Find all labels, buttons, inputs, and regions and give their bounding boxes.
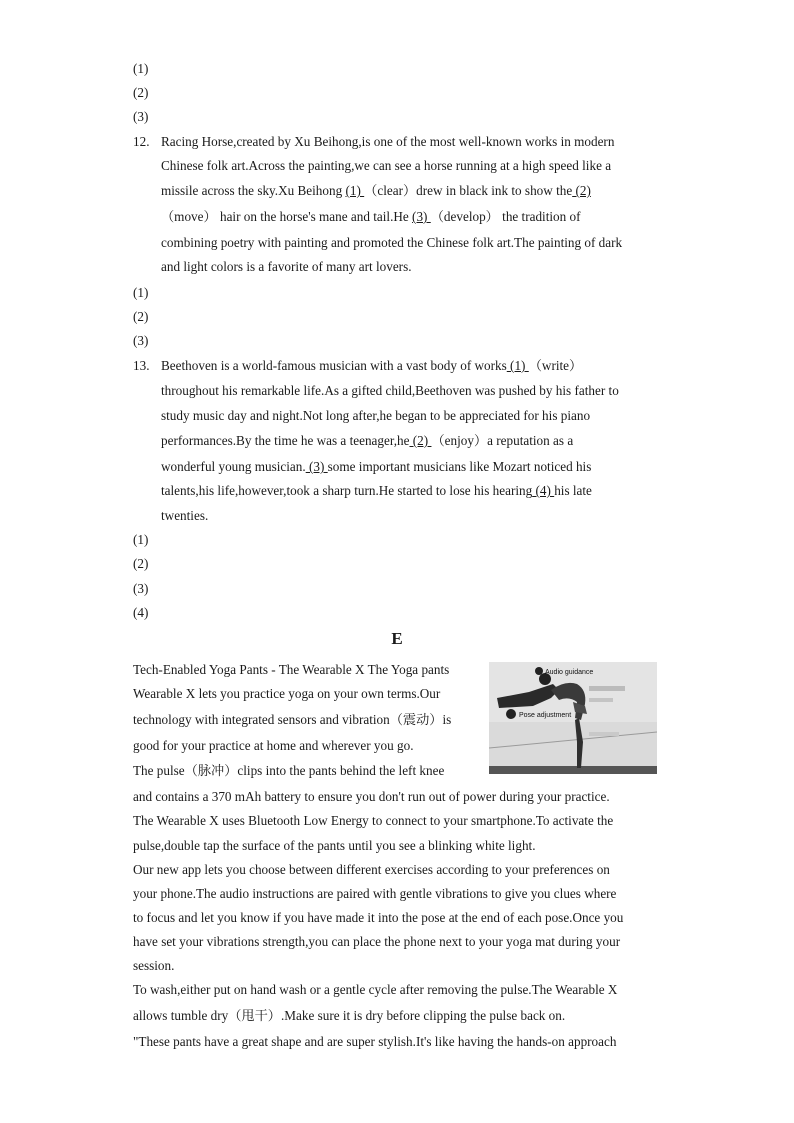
passage-line: allows tumble dry（甩干）.Make sure it is dry before clipping the pulse back on.	[133, 1008, 566, 1023]
q12-line: and light colors is a favorite of many art lovers.	[161, 259, 412, 274]
q13-line	[161, 432, 573, 450]
q13-text: his late	[554, 483, 592, 498]
q12-number: 12.	[133, 134, 150, 149]
q12-text: （move） hair on the horse's mane and tail.He	[161, 209, 413, 224]
pose-adjustment-label: Pose adjustment	[519, 712, 572, 719]
q12-line	[161, 182, 591, 200]
passage-line: pulse,double tap the surface of the pants until you see a blinking white light.	[133, 838, 536, 853]
passage-line: have set your vibrations strength,you can place the phone next to your yoga mat during your	[133, 934, 621, 949]
passage-line: The pulse（脉冲）clips into the pants behind the left knee	[133, 763, 445, 778]
q12-blank-3: (3)	[133, 333, 149, 348]
q13-line	[161, 458, 591, 476]
q12-line	[161, 208, 581, 226]
passage-line: Wearable X lets you practice yoga on your own terms.Our	[133, 686, 441, 701]
q11-blank-2: (2)	[133, 85, 149, 100]
passage-line: and contains a 370 mAh battery to ensure you don't run out of power during your practice.	[133, 789, 610, 804]
q13-text: performances.By the time he was a teenager,he	[161, 433, 410, 448]
q13-text: （enjoy）a reputation as a	[431, 433, 574, 448]
q13-line: throughout his remarkable life.As a gifted child,Beethoven was pushed by his father to	[161, 383, 619, 398]
q13-text: wonderful young musician.	[161, 459, 306, 474]
q13-line	[161, 357, 582, 375]
q12-line: combining poetry with painting and promoted the Chinese folk art.The painting of dark	[161, 235, 623, 250]
q12-text: （clear）drew in black ink to show the	[364, 183, 573, 198]
q11-blank-3: (3)	[133, 109, 149, 124]
q13-text: some important musicians like Mozart noticed his	[327, 459, 592, 474]
audio-guidance-label: Audio guidance	[545, 669, 594, 676]
q12-text: missile across the sky.Xu Beihong	[161, 183, 346, 198]
q13-blank-1: (1)	[133, 532, 149, 547]
passage-line: Our new app lets you choose between different exercises according to your preferences on	[133, 862, 610, 877]
q12-line: Racing Horse,created by Xu Beihong,is one of the most well-known works in modern	[161, 134, 615, 149]
q13-line: study music day and night.Not long after,he began to be appreciated for his piano	[161, 408, 591, 423]
q12-blank-1: (1)	[133, 285, 149, 300]
q13-blank-1-marker: (1)	[506, 358, 529, 373]
passage-line: The Wearable X uses Bluetooth Low Energy to connect to your smartphone.To activate the	[133, 813, 614, 828]
passage-line: technology with integrated sensors and vibration（震动）is	[133, 712, 452, 727]
q12-text: （develop） the tradition of	[430, 209, 581, 224]
passage-line: your phone.The audio instructions are paired with gentle vibrations to give you clues where	[133, 886, 617, 901]
q13-line	[161, 482, 592, 500]
passage-line: good for your practice at home and wherever you go.	[133, 738, 414, 753]
passage-line: Tech-Enabled Yoga Pants - The Wearable X The Yoga pants	[133, 662, 450, 677]
q13-line: twenties.	[161, 508, 209, 523]
passage-line: to focus and let you know if you have made it into the pose at the end of each pose.Once you	[133, 910, 624, 925]
section-title: E	[391, 629, 403, 648]
q12-blank-2: (2)	[133, 309, 149, 324]
q12-blank-3-marker: (3)	[412, 209, 431, 224]
q12-blank-2-marker: (2)	[572, 183, 591, 198]
q13-blank-2: (2)	[133, 556, 149, 571]
q13-text: talents,his life,however,took a sharp turn.He started to lose his hearing	[161, 483, 533, 498]
passage-line: "These pants have a great shape and are super stylish.It's like having the hands-on approach	[133, 1034, 617, 1049]
q13-text: （write）	[528, 358, 583, 373]
q13-blank-2-marker: (2)	[409, 433, 432, 448]
q13-blank-3-marker: (3)	[305, 459, 328, 474]
yoga-photo-graphic	[489, 662, 657, 774]
passage-line: session.	[133, 958, 175, 973]
q13-blank-4: (4)	[133, 605, 149, 620]
passage-line: To wash,either put on hand wash or a gentle cycle after removing the pulse.The Wearable X	[133, 982, 618, 997]
q13-blank-4-marker: (4)	[532, 483, 555, 498]
q13-blank-3: (3)	[133, 581, 149, 596]
q12-blank-1-marker: (1)	[345, 183, 365, 198]
yoga-photo	[489, 662, 657, 774]
q12-line: Chinese folk art.Across the painting,we can see a horse running at a high speed like a	[161, 158, 612, 173]
q13-number: 13.	[133, 358, 150, 373]
q13-text: Beethoven is a world-famous musician with a vast body of works	[161, 358, 507, 373]
q11-blank-1: (1)	[133, 61, 149, 76]
